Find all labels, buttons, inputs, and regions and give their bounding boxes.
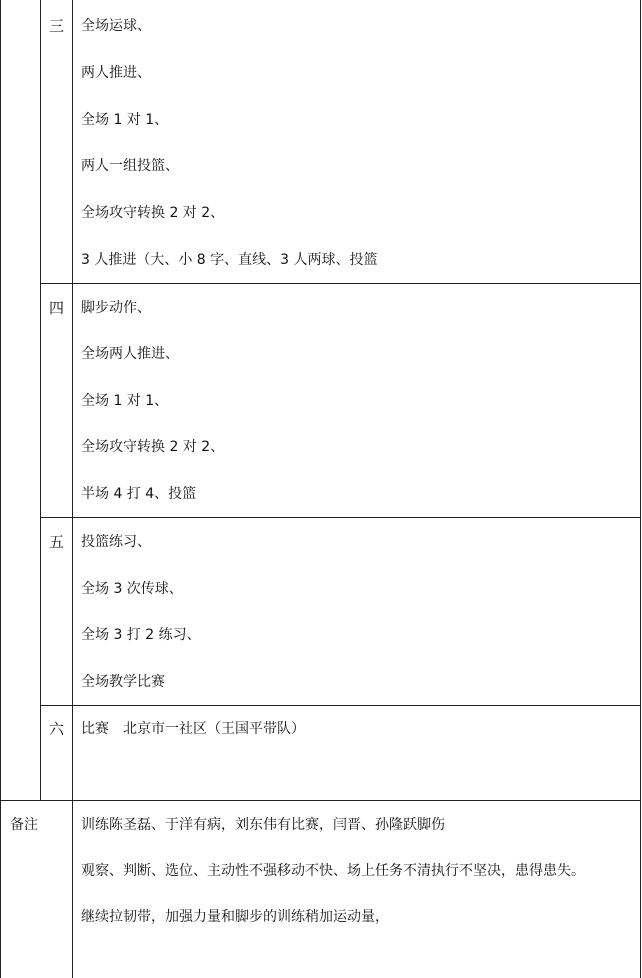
content-column-border: [72, 0, 73, 978]
training-item: 半场 4 打 4、投篮: [81, 486, 197, 502]
day-number: 五: [49, 533, 65, 551]
remarks-line: 观察、判断、选位、主动性不强移动不快、场上任务不清执行不坚决，患得患失。: [81, 863, 585, 879]
training-item: 全场教学比赛: [81, 674, 165, 690]
training-item: 投篮练习、: [81, 534, 151, 550]
remarks-label: 备注: [10, 817, 38, 833]
training-item: 全场攻守转换 2 对 2、: [81, 205, 225, 221]
training-item: 比赛 北京市一社区（王国平带队）: [81, 721, 305, 737]
training-item: 全场 3 打 2 练习、: [81, 627, 201, 643]
training-item: 两人一组投篮、: [81, 158, 179, 174]
day-number: 三: [49, 17, 65, 35]
training-item: 全场 3 次传球、: [81, 581, 183, 597]
training-item: 全场 1 对 1、: [81, 112, 169, 128]
day-number: 六: [49, 720, 65, 738]
table-right-border: [640, 0, 641, 978]
remarks-line: 训练陈圣磊、于洋有病，刘东伟有比赛，闫晋、孙隆跃脚伤: [81, 817, 445, 833]
day-number: 四: [49, 299, 65, 317]
training-item: 脚步动作、: [81, 300, 151, 316]
row-divider: [40, 283, 641, 284]
day-column-left-border: [40, 0, 41, 800]
training-item: 全场攻守转换 2 对 2、: [81, 439, 225, 455]
training-item: 全场 1 对 1、: [81, 393, 169, 409]
training-item: 全场两人推进、: [81, 346, 179, 362]
remarks-divider: [0, 800, 641, 801]
training-item: 3 人推进（大、小 8 字、直线、3 人两球、投篮: [81, 252, 378, 268]
table-left-border: [0, 0, 1, 978]
remarks-line: 继续拉韧带，加强力量和脚步的训练稍加运动量，: [81, 909, 389, 925]
row-divider: [40, 705, 641, 706]
training-item: 两人推进、: [81, 65, 151, 81]
row-divider: [40, 517, 641, 518]
training-item: 全场运球、: [81, 18, 151, 34]
